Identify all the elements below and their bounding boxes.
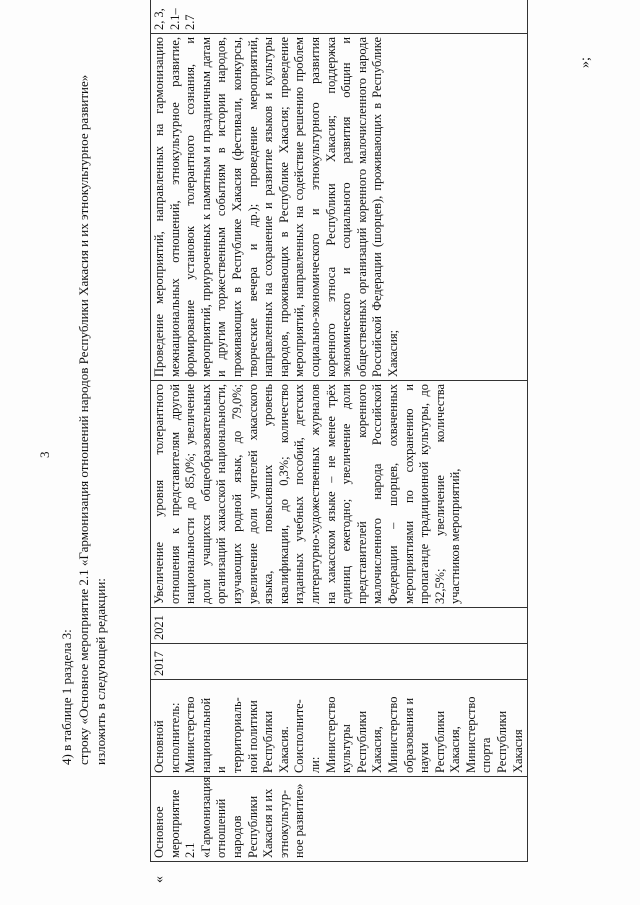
executors-line: Республики	[261, 710, 276, 773]
executors-line: Республики	[354, 710, 369, 773]
program-table	[150, 0, 528, 862]
opening-quote: «	[152, 876, 167, 883]
executors-line: национальной	[198, 697, 213, 773]
executors-line: территориаль-	[229, 697, 244, 773]
name-line: ное развитие»	[292, 783, 307, 858]
executors-line: культуры	[339, 724, 354, 773]
executors-line: Основной	[152, 720, 166, 773]
name-line: этнокультур-	[276, 789, 291, 858]
name-line: отношений	[214, 798, 229, 858]
executors-line: ли:	[307, 756, 322, 773]
executors-line: спорта	[479, 737, 494, 773]
page-number: 3	[37, 451, 52, 458]
executors-line: ной политики	[245, 700, 260, 773]
year-start-cell: 2017	[151, 644, 528, 680]
executors-line: Хакасия,	[448, 726, 463, 773]
executors-line: Министерство	[323, 696, 338, 773]
name-line: 2.1	[183, 842, 198, 858]
year-end-cell: 2021	[151, 608, 528, 644]
main-directions-cell: Проведение мероприятий, направленных на гармонизацию межнациональных отношений, этнокультурное развитие, формирование установок толерантного сознания, и мероприятий, приуроченных к памятным и праздничным датам и другим торжественным событиям в истории народов, проживающих в Республике Хакасия (фестивали, конкурсы, творческие вечера и др.); проведение мероприятий, направленных на сохранение и развитие языков и культуры народов, проживающих в Республике Хакасия; проведение мероприятий, направленных на содействие решению проблем социально-экономического и этнокультурного развития коренного этноса Республики Хакасия; поддержка экономического и социального развития общин и общественных организаций коренного малочисленного народа Российской Федерации (шорцев), проживающих в Республике Хакасия;	[151, 34, 528, 381]
name-line: «Гармонизация	[198, 776, 213, 858]
name-line: Основное	[152, 806, 166, 858]
intro-line-1: 4) в таблице 1 раздела 3:	[59, 629, 74, 765]
executors-line: Хакасия.	[276, 726, 291, 773]
executors-line: Соисполните-	[292, 699, 307, 773]
executors-line: Министерство	[183, 696, 198, 773]
executors-line: и	[214, 766, 229, 773]
executors-line: науки	[417, 742, 432, 773]
executors-line: Республики	[495, 710, 510, 773]
executors-line: Хакасия,	[370, 726, 385, 773]
name-line: Республики	[245, 795, 260, 858]
reference-cell: 2, 3, 2.1–2.7	[151, 0, 528, 34]
executors-line: образования и	[401, 697, 416, 773]
closing-quote: »;	[578, 57, 593, 68]
intro-text	[58, 75, 109, 765]
executors-line: Министерство	[463, 696, 478, 773]
executors-cell	[151, 680, 528, 777]
intro-line-2: строку «Основное мероприятие 2.1 «Гармонизация отношений народов Республики Хакасия и их этнокультурное развитие»	[76, 74, 91, 765]
expected-results-cell: Увеличение уровня толерантного отношения к представителям другой национальности до 85,0%; увеличение доли учащихся общеобразовательных организаций хакасской национальности, изучающих родной язык, до 79,0%; увеличение доли учителей хакасского языка, повысивших уровень квалификации, до 0,3%; количество изданных учебных пособий, детских литературно-художественных журналов на хакасском языке – не менее трёх единиц ежегодно; увеличение доли представителей коренного малочисленного народа Российской Федерации – шорцев, охваченных мероприятиями по сохранению и пропаганде традиционной культуры, до 32,5%; увеличение количества участников мероприятий,	[151, 381, 528, 608]
name-line: мероприятие	[167, 789, 182, 858]
executors-line: исполнитель:	[167, 702, 182, 773]
executors-line: Республики	[432, 710, 447, 773]
table-row	[151, 0, 528, 862]
executors-line: Министерство	[385, 696, 400, 773]
name-line: народов	[229, 815, 244, 858]
intro-line-3: изложить в следующей редакции:	[93, 578, 108, 765]
executors-line: Хакасия	[510, 729, 525, 773]
name-line: Хакасия и их	[261, 788, 276, 858]
activity-name-cell	[151, 777, 528, 862]
